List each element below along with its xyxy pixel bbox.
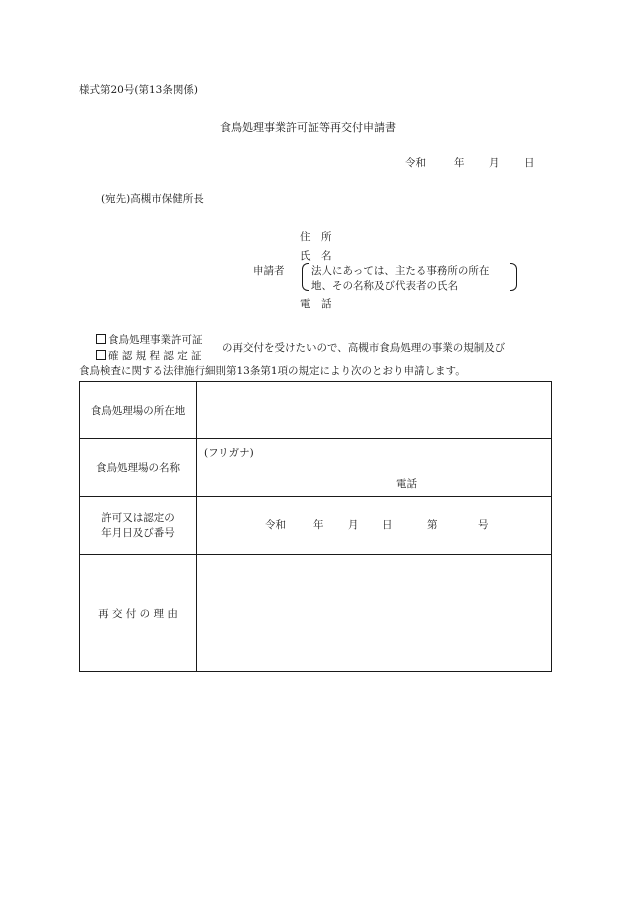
checkbox-icon[interactable] <box>96 350 106 360</box>
permit-no-suffix: 号 <box>478 519 489 531</box>
request-text-line1: の再交付を受けたいので、高槻市食鳥処理の事業の規制及び <box>222 342 506 354</box>
permit-date-field[interactable] <box>197 497 552 555</box>
facility-name-label-cell <box>80 439 197 497</box>
date-day: 日 <box>524 157 535 169</box>
permit-date-label-cell <box>80 497 197 555</box>
applicant-label: 申請者 <box>253 265 285 277</box>
option-certificate-label: 確 認 規 程 認 定 証 <box>108 350 202 362</box>
permit-month: 月 <box>348 519 359 531</box>
facility-phone-label: 電話 <box>396 478 417 490</box>
facility-name-field[interactable] <box>197 439 552 497</box>
facility-name-label: 食鳥処理場の名称 <box>96 462 180 474</box>
furigana-label: (フリガナ) <box>204 447 254 459</box>
permit-no-prefix: 第 <box>427 519 438 531</box>
checkbox-icon[interactable] <box>96 334 106 344</box>
reason-field[interactable] <box>197 555 552 672</box>
permit-day: 日 <box>382 519 393 531</box>
bracket-right <box>510 263 517 291</box>
applicant-note-line1: 法人にあっては、主たる事務所の所在 <box>311 265 490 277</box>
reason-label: 再 交 付 の 理 由 <box>98 607 178 620</box>
permit-date-label-line1: 許可又は認定の <box>101 511 175 524</box>
option-permit-label: 食鳥処理事業許可証 <box>108 334 203 346</box>
location-label: 食鳥処理場の所在地 <box>90 404 186 417</box>
form-title: 食鳥処理事業許可証等再交付申請書 <box>220 121 396 134</box>
option-certificate[interactable] <box>96 350 202 362</box>
permit-date-label-line2: 年月日及び番号 <box>101 526 175 539</box>
form-number: 様式第20号(第13条関係) <box>79 84 198 96</box>
permit-year: 年 <box>313 519 324 531</box>
date-era: 令和 <box>405 157 426 169</box>
reason-label-cell <box>80 555 197 672</box>
addressee: (宛先)高槻市保健所長 <box>101 193 204 205</box>
date-year: 年 <box>454 157 465 169</box>
location-label-cell <box>80 382 197 439</box>
application-table <box>79 381 552 672</box>
applicant-note-line2: 地、その名称及び代表者の氏名 <box>311 280 458 292</box>
bracket-left <box>302 263 309 291</box>
request-text-line2: 食鳥検査に関する法律施行細則第13条第1項の規定により次のとおり申請します。 <box>79 365 466 377</box>
applicant-name-label: 氏 名 <box>300 250 332 262</box>
permit-era: 令和 <box>265 519 286 531</box>
option-permit[interactable] <box>96 334 203 346</box>
location-field[interactable] <box>197 382 552 439</box>
date-month: 月 <box>489 157 500 169</box>
applicant-address-label: 住 所 <box>300 231 332 243</box>
applicant-phone-label: 電 話 <box>300 298 332 310</box>
